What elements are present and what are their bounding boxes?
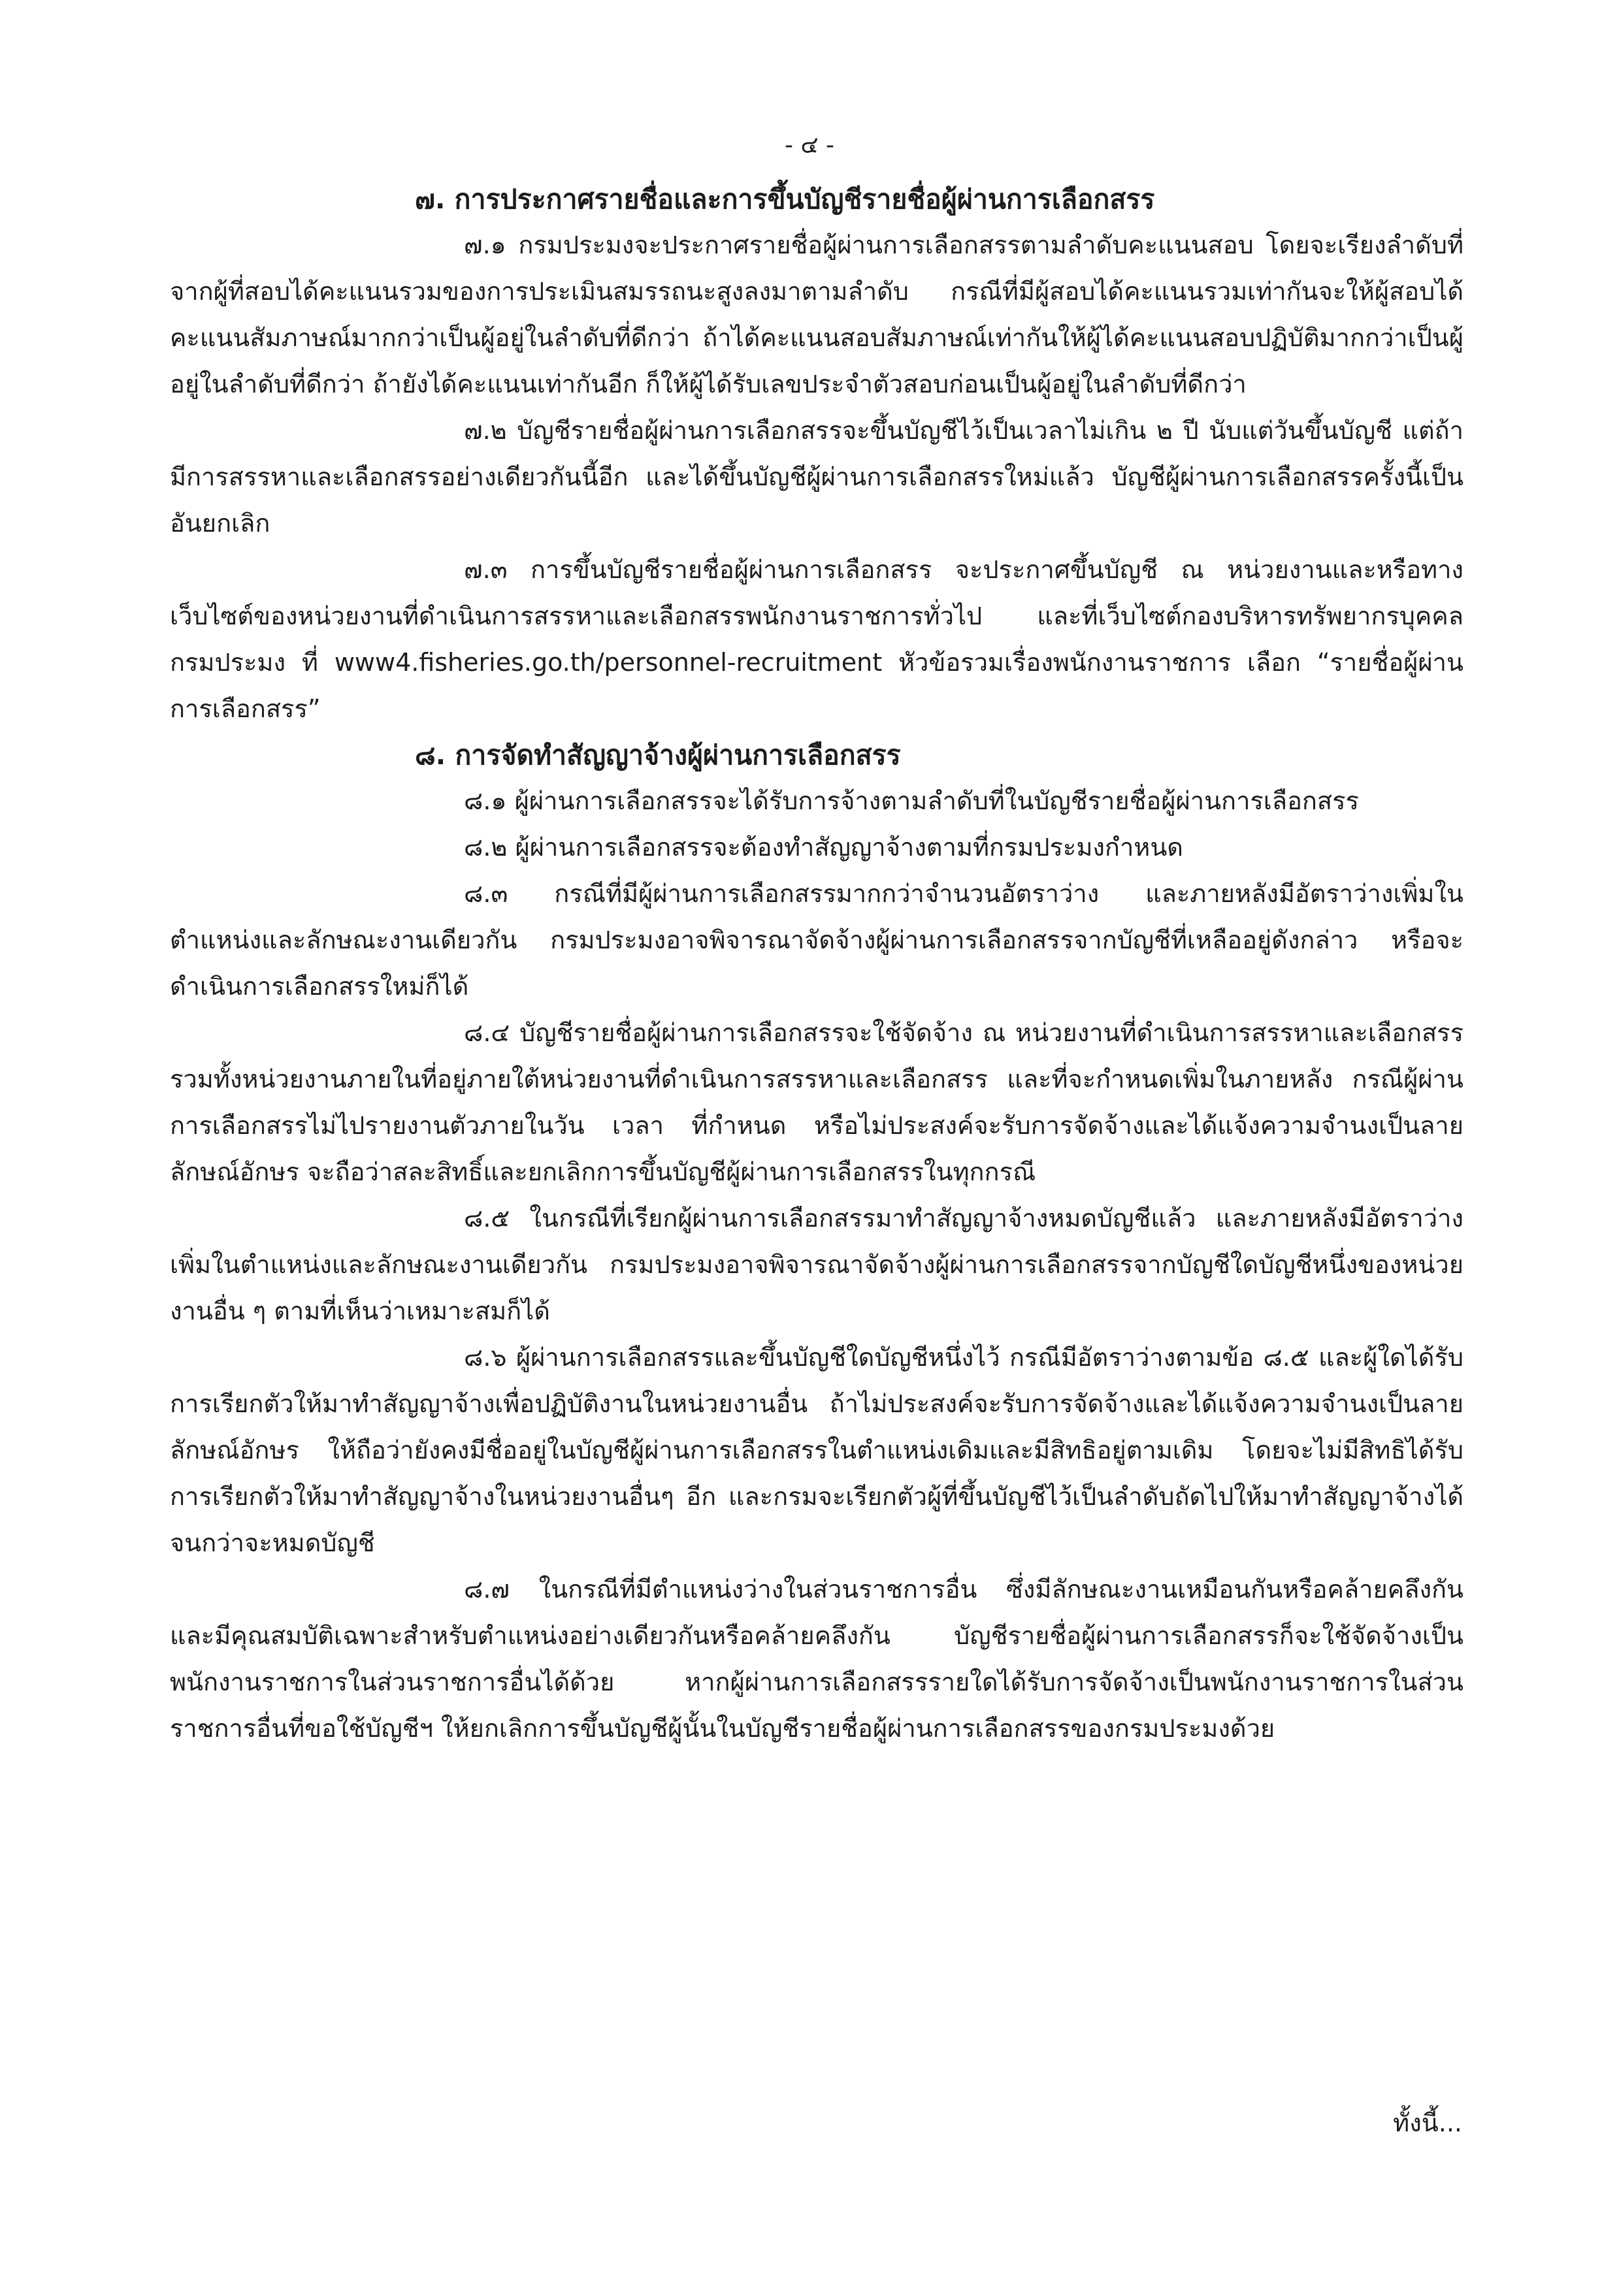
- section-7-1-paragraph: ๗.๑ กรมประมงจะประกาศรายชื่อผู้ผ่านการเลือกสรรตามลำดับคะแนนสอบ โดยจะเรียงลำดับที่จากผู้ที่สอบได้คะแนนรวมของการประเมินสมรรถนะสูงลงมาตามลำดับ กรณีที่มีผู้สอบได้คะแนนรวมเท่ากันจะให้ผู้สอบได้คะแนนสัมภาษณ์มากกว่าเป็นผู้อยู่ในลำดับที่ดีกว่า ถ้าได้คะแนนสอบสัมภาษณ์เท่ากันให้ผู้ได้คะแนนสอบปฏิบัติมากกว่าเป็นผู้อยู่ในลำดับที่ดีกว่า ถ้ายังได้คะแนนเท่ากันอีก ก็ให้ผู้ได้รับเลขประจำตัวสอบก่อนเป็นผู้อยู่ในลำดับที่ดีกว่า: [170, 231, 1464, 398]
- document-body: [170, 176, 1464, 1752]
- section-7-heading: ๗. การประกาศรายชื่อและการขึ้นบัญชีรายชื่อผู้ผ่านการเลือกสรร: [415, 184, 1155, 215]
- page-number: - ๔ -: [784, 132, 835, 159]
- section-8-heading: ๘. การจัดทำสัญญาจ้างผู้ผ่านการเลือกสรร: [415, 739, 901, 771]
- section-8-3-paragraph: ๘.๓ กรณีที่มีผู้ผ่านการเลือกสรรมากกว่าจำนวนอัตราว่าง และภายหลังมีอัตราว่างเพิ่มในตำแหน่งและลักษณะงานเดียวกัน กรมประมงอาจพิจารณาจัดจ้างผู้ผ่านการเลือกสรรจากบัญชีที่เหลืออยู่ดังกล่าว หรือจะดำเนินการเลือกสรรใหม่ก็ได้: [170, 879, 1464, 1001]
- section-8-4-paragraph: ๘.๔ บัญชีรายชื่อผู้ผ่านการเลือกสรรจะใช้จัดจ้าง ณ หน่วยงานที่ดำเนินการสรรหาและเลือกสรร รวมทั้งหน่วยงานภายในที่อยู่ภายใต้หน่วยงานที่ดำเนินการสรรหาและเลือกสรร และที่จะกำหนดเพิ่มในภายหลัง กรณีผู้ผ่านการเลือกสรรไม่ไปรายงานตัวภายในวัน เวลา ที่กำหนด หรือไม่ประสงค์จะรับการจัดจ้างและได้แจ้งความจำนงเป็นลายลักษณ์อักษร จะถือว่าสละสิทธิ์และยกเลิกการขึ้นบัญชีผู้ผ่านการเลือกสรรในทุกกรณี: [170, 1018, 1464, 1186]
- section-7-2-paragraph: ๗.๒ บัญชีรายชื่อผู้ผ่านการเลือกสรรจะขึ้นบัญชีไว้เป็นเวลาไม่เกิน ๒ ปี นับแต่วันขึ้นบัญชี แต่ถ้ามีการสรรหาและเลือกสรรอย่างเดียวกันนี้อีก และได้ขึ้นบัญชีผู้ผ่านการเลือกสรรใหม่แล้ว บัญชีผู้ผ่านการเลือกสรรครั้งนี้เป็นอันยกเลิก: [170, 416, 1464, 538]
- section-8-5-paragraph: ๘.๕ ในกรณีที่เรียกผู้ผ่านการเลือกสรรมาทำสัญญาจ้างหมดบัญชีแล้ว และภายหลังมีอัตราว่างเพิ่มในตำแหน่งและลักษณะงานเดียวกัน กรมประมงอาจพิจารณาจัดจ้างผู้ผ่านการเลือกสรรจากบัญชีใดบัญชีหนึ่งของหน่วยงานอื่น ๆ ตามที่เห็นว่าเหมาะสมก็ได้: [170, 1204, 1464, 1325]
- section-8-1-paragraph: ๘.๑ ผู้ผ่านการเลือกสรรจะได้รับการจ้างตามลำดับที่ในบัญชีรายชื่อผู้ผ่านการเลือกสรร: [464, 786, 1359, 815]
- section-8-2-paragraph: ๘.๒ ผู้ผ่านการเลือกสรรจะต้องทำสัญญาจ้างตามที่กรมประมงกำหนด: [464, 833, 1183, 862]
- section-7-3-paragraph: ๗.๓ การขึ้นบัญชีรายชื่อผู้ผ่านการเลือกสรร จะประกาศขึ้นบัญชี ณ หน่วยงานและหรือทางเว็บไซต์ของหน่วยงานที่ดำเนินการสรรหาและเลือกสรรพนักงานราชการทั่วไป และที่เว็บไซต์กองบริหารทรัพยากรบุคคล กรมประมง ที่ www4.fisheries.go.th/personnel-recruitment หัวข้อรวมเรื่องพนักงานราชการ เลือก “รายชื่อผู้ผ่านการเลือกสรร”: [170, 555, 1464, 723]
- section-8-7-paragraph: ๘.๗ ในกรณีที่มีตำแหน่งว่างในส่วนราชการอื่น ซึ่งมีลักษณะงานเหมือนกันหรือคล้ายคลึงกัน และมีคุณสมบัติเฉพาะสำหรับตำแหน่งอย่างเดียวกันหรือคล้ายคลึงกัน บัญชีรายชื่อผู้ผ่านการเลือกสรรก็จะใช้จัดจ้างเป็นพนักงานราชการในส่วนราชการอื่นได้ด้วย หากผู้ผ่านการเลือกสรรรายใดได้รับการจัดจ้างเป็นพนักงานราชการในส่วนราชการอื่นที่ขอใช้บัญชีฯ ให้ยกเลิกการขึ้นบัญชีผู้นั้นในบัญชีรายชื่อผู้ผ่านการเลือกสรรของกรมประมงด้วย: [170, 1575, 1464, 1743]
- continuation-note: ทั้งนี้...: [1393, 2109, 1462, 2137]
- section-8-6-paragraph: ๘.๖ ผู้ผ่านการเลือกสรรและขึ้นบัญชีใดบัญชีหนึ่งไว้ กรณีมีอัตราว่างตามข้อ ๘.๕ และผู้ใดได้รับการเรียกตัวให้มาทำสัญญาจ้างเพื่อปฏิบัติงานในหน่วยงานอื่น ถ้าไม่ประสงค์จะรับการจัดจ้างและได้แจ้งความจำนงเป็นลายลักษณ์อักษร ให้ถือว่ายังคงมีชื่ออยู่ในบัญชีผู้ผ่านการเลือกสรรในตำแหน่งเดิมและมีสิทธิอยู่ตามเดิม โดยจะไม่มีสิทธิได้รับการเรียกตัวให้มาทำสัญญาจ้างในหน่วยงานอื่นๆ อีก และกรมจะเรียกตัวผู้ที่ขึ้นบัญชีไว้เป็นลำดับถัดไปให้มาทำสัญญาจ้างได้จนกว่าจะหมดบัญชี: [170, 1343, 1464, 1557]
